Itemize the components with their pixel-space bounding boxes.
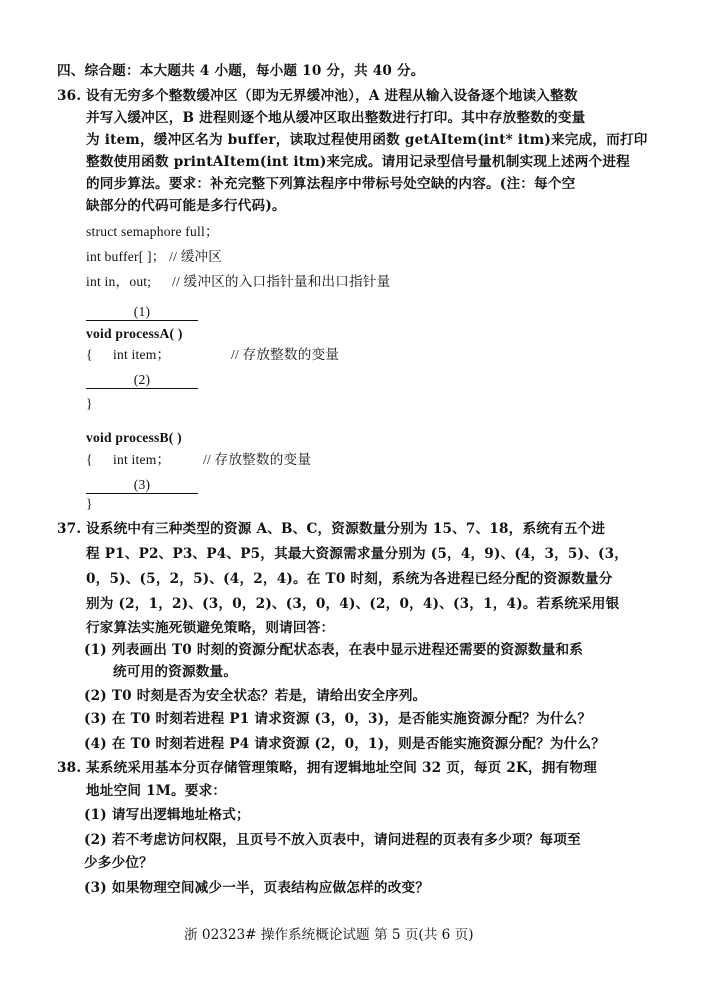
q37-line-5: 行家算法实施死锁避免策略，则请回答：: [86, 620, 335, 636]
q36-line-5: 的同步算法。要求：补充完整下列算法程序中带标号处空缺的内容。(注：每个空: [86, 176, 576, 192]
q38-sub-3: (3) 如果物理空间减少一半，页表结构应做怎样的改变？: [84, 880, 430, 896]
code-item-comment-b: // 存放整数的变量: [203, 452, 312, 467]
q36-line-2: 并写入缓冲区，B 进程则逐个地从缓冲区取出整数进行打印。其中存放整数的变量: [86, 110, 586, 126]
code-item-decl-a: int item；: [113, 347, 171, 362]
code-inout-decl: int in，out;: [86, 274, 152, 289]
code-processA-signature: void processA( ): [86, 326, 183, 341]
q36-line-1: 设有无穷多个整数缓冲区（即为无界缓冲池），A 进程从输入设备逐个地读入整数: [86, 88, 578, 104]
q36-line-6: 缺部分的代码可能是多行代码)。: [86, 198, 286, 214]
code-brace-close-a: }: [86, 396, 93, 411]
code-item-decl-b: int item；: [113, 452, 171, 467]
q37-sub-1a: (1) 列表画出 T0 时刻的资源分配状态表，在表中显示进程还需要的资源数量和系: [84, 642, 584, 658]
answer-blank-1: [86, 302, 198, 322]
q38-sub-1: (1) 请写出逻辑地址格式；: [84, 807, 250, 823]
blank-2-label: (2): [86, 372, 198, 389]
blank-3-label: (3): [86, 477, 198, 494]
code-item-comment-a: // 存放整数的变量: [231, 347, 340, 362]
q37-line-4: 别为 (2，1，2)、(3，0，2)、(3，0，4)、(2，0，4)、(3，1，4)。若系统采用银: [86, 596, 620, 612]
code-struct-line: struct semaphore full；: [86, 224, 219, 239]
q38-number: 38.: [57, 760, 82, 776]
section-header: 四、综合题：本大题共 4 小题，每小题 10 分，共 40 分。: [57, 63, 425, 79]
q37-sub-1b: 统可用的资源数量。: [113, 664, 238, 680]
q37-sub-3: (3) 在 T0 时刻若进程 P1 请求资源 (3，0，3)，是否能实施资源分配？为什么？: [84, 711, 592, 727]
q36-number: 36.: [57, 88, 82, 104]
q38-line-1: 某系统采用基本分页存储管理策略，拥有逻辑地址空间 32 页，每页 2K，拥有物理: [86, 760, 597, 776]
q38-sub-2b: 少多少位？: [84, 855, 153, 871]
q36-line-4: 整数使用函数 printAItem(int itm)来完成。请用记录型信号量机制实现上述两个进程: [86, 154, 630, 170]
q37-line-2: 程 P1、P2、P3、P4、P5，其最大资源需求量分别为 (5，4，9)、(4，3，5)、(3，: [86, 546, 629, 562]
code-brace-close-b: }: [86, 496, 93, 511]
code-inout-comment: // 缓冲区的入口指针量和出口指针量: [172, 274, 391, 289]
code-brace-open-a: {: [86, 347, 93, 362]
answer-blank-2: [86, 370, 198, 390]
code-buffer-line: int buffer[ ]； // 缓冲区: [86, 249, 223, 264]
q37-number: 37.: [57, 521, 82, 537]
q37-sub-2: (2) T0 时刻是否为安全状态？若是，请给出安全序列。: [84, 688, 427, 704]
page-footer: 浙 02323# 操作系统概论试题 第 5 页(共 6 页): [184, 927, 474, 943]
q37-line-3: 0，5)、(5，2，5)、(4，2，4)。在 T0 时刻，系统为各进程已经分配的资源数量分: [86, 571, 613, 587]
code-brace-open-b: {: [86, 452, 93, 467]
q38-line-2: 地址空间 1M。要求：: [86, 783, 227, 799]
q37-sub-4: (4) 在 T0 时刻若进程 P4 请求资源 (2，0，1)，则是否能实施资源分配？为什么？: [84, 736, 606, 752]
answer-blank-3: [86, 475, 198, 495]
blank-1-label: (1): [86, 304, 198, 321]
q38-sub-2a: (2) 若不考虑访问权限，且页号不放入页表中，请问进程的页表有多少项？每项至: [84, 832, 581, 848]
code-processB-signature: void processB( ): [86, 430, 182, 445]
q37-line-1: 设系统中有三种类型的资源 A、B、C，资源数量分别为 15、7、18，系统有五个进: [86, 521, 606, 537]
q36-line-3: 为 item，缓冲区名为 buffer，读取过程使用函数 getAItem(int* itm)来完成，而打印: [86, 132, 648, 148]
